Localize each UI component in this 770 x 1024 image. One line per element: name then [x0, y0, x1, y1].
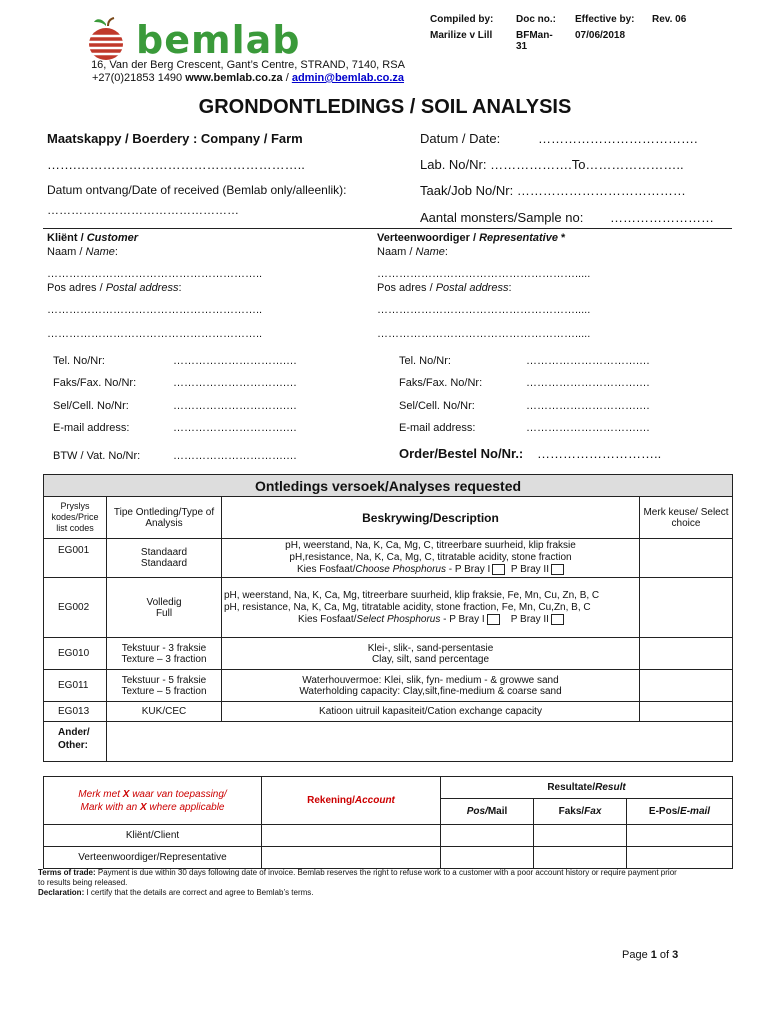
analysis-heading: Ontledings versoek/Analyses requested [44, 475, 733, 497]
mail-header [441, 799, 534, 825]
col-type-header: Tipe Ontleding/Type of Analysis [107, 497, 222, 539]
effective-label: Effective by: [575, 14, 635, 25]
lab-number-field[interactable]: Lab. No/Nr: ……………….To………………….. [420, 157, 684, 172]
rep-name-label: Naam / [377, 246, 416, 258]
mail-label: Pos/ [466, 806, 488, 817]
result-label: Resultate/ [547, 782, 596, 793]
terms-label: Terms of trade: [38, 868, 96, 877]
date-label: Datum / Date: [420, 131, 501, 146]
terms [38, 868, 678, 898]
mark-en-a: Mark with an [80, 801, 140, 813]
client-heading-en: Customer [86, 232, 139, 244]
account-header [262, 777, 441, 825]
client-tel-label: Tel. No/Nr: [53, 355, 105, 367]
row-code: EG002 [44, 578, 107, 638]
phosphorus-label: Kies Fosfaat/ [298, 613, 357, 625]
client-postal-field-2[interactable]: ………………………………………………….. [47, 328, 263, 340]
compiled-label: Compiled by: [430, 14, 494, 25]
row-type: KUK/CEC [107, 702, 222, 722]
rep-tel-field[interactable]: ………………………….… [526, 355, 651, 367]
rep-mail-cell[interactable] [441, 847, 534, 869]
client-postal-field-1[interactable]: ………………………………………………….. [47, 304, 263, 316]
row-desc-af: pH, weerstand, Na, K, Ca, Mg, titreerbare suurheid, klip fraksie, Fe, Mn, Cu, Zn, B, C [224, 589, 600, 601]
email-label: E-Pos/ [648, 806, 681, 817]
rep-email-label: E-mail address: [399, 422, 476, 434]
col-desc-header: Beskrywing/Description [222, 497, 640, 539]
row-desc-en: Clay, silt, sand percentage [371, 653, 490, 665]
phosphorus-label: Kies Fosfaat/ [297, 564, 356, 576]
terms-text: Payment is due within 30 days following date of invoice. Bemlab reserves the right to refuse work to a customer with a poor account history or require payment prior to results being released. [38, 868, 677, 887]
declaration-label: Declaration: [38, 888, 85, 897]
table-row [44, 638, 733, 670]
row-desc-af: Katioon uitruil kapasiteit/Cation exchange capacity [222, 702, 640, 722]
client-tel-field[interactable]: ………………………….… [173, 355, 298, 367]
table-row [44, 578, 733, 638]
table-row [44, 670, 733, 702]
client-vat-field[interactable]: ………………………….… [173, 450, 298, 462]
row-code: EG013 [44, 702, 107, 722]
mark-x-af: X [122, 788, 130, 800]
mark-instruction [44, 777, 262, 825]
compiled-value: Marilize v Lill [430, 30, 493, 41]
rep-account-cell[interactable] [262, 847, 441, 869]
col-select-header: Merk keuse/ Select choice [640, 497, 733, 539]
sample-field[interactable]: …………………… [610, 210, 714, 225]
bray1-label: - P Bray I [445, 564, 491, 576]
sample-label: Aantal monsters/Sample no: [420, 210, 584, 225]
phosphorus-label-en: Select Phosphorus [356, 613, 441, 625]
order-label: Order/Bestel No/Nr.: [399, 446, 524, 461]
mark-x-en: X [139, 801, 147, 813]
page-of: of [656, 949, 673, 961]
row-type-en: Texture – 5 fraction [121, 685, 207, 697]
table-row [44, 825, 733, 847]
page-total: 3 [672, 949, 679, 961]
rep-email-field[interactable]: ………………………….… [526, 422, 651, 434]
rep-name-field[interactable]: ………………………………………………..... [377, 268, 591, 280]
rep-fax-label: Faks/Fax. No/Nr: [399, 377, 483, 389]
separator: / [285, 72, 289, 84]
bray2-label: P Bray II [510, 613, 549, 625]
company-address [68, 59, 428, 85]
company-field[interactable]: …….…………………………………………….. [47, 157, 305, 172]
logo [84, 16, 349, 62]
client-cell-field[interactable]: ………………………….… [173, 400, 298, 412]
client-name-colon: : [114, 246, 118, 258]
mark-af-b: waar van toepassing/ [129, 788, 227, 800]
client-fax-cell[interactable] [534, 825, 627, 847]
table-row [44, 702, 733, 722]
client-cell-label: Sel/Cell. No/Nr: [53, 400, 129, 412]
rep-fax-cell[interactable] [534, 847, 627, 869]
row-type-en: Texture – 3 fraction [121, 653, 207, 665]
doc-label: Doc no.: [516, 14, 556, 25]
mail-label-en: Mail [487, 806, 508, 817]
client-heading: Kliënt / [47, 232, 87, 244]
email-label-en: E-mail [680, 806, 711, 817]
page-number [622, 949, 678, 961]
rep-postal-colon: : [508, 282, 512, 294]
page-current: 1 [650, 949, 657, 961]
effective-value: 07/06/2018 [575, 30, 626, 41]
result-header [441, 777, 733, 799]
brand-wordmark: bemlab [136, 18, 301, 62]
client-name-label: Naam / [47, 246, 86, 258]
order-field[interactable]: ……………………….. [537, 446, 662, 461]
doc-value: BFMan-31 [516, 30, 553, 52]
revision: Rev. 06 [652, 14, 687, 25]
other-label: Ander/ Other: [44, 722, 107, 762]
table-row [44, 722, 733, 762]
rep-row-label: Verteenwoordiger/Representative [44, 847, 262, 869]
date-field[interactable]: ………………………………. [538, 131, 698, 146]
col-code-header: Pryslys kodes/Price list codes [44, 497, 107, 539]
row-desc-af: pH, weerstand, Na, K, Ca, Mg, C, titreerbare suurheid, klip fraksie [285, 540, 576, 551]
results-table [43, 776, 733, 869]
rep-name-label-en: Name [415, 246, 445, 258]
mark-en-b: where applicable [146, 801, 225, 813]
apple-logo-icon [84, 16, 132, 62]
client-postal-colon: : [178, 282, 182, 294]
bray2-label: P Bray II [510, 564, 549, 576]
result-label-en: Result [595, 782, 626, 793]
account-label-en: Account [354, 795, 395, 806]
client-mail-cell[interactable] [441, 825, 534, 847]
rep-postal-field-2[interactable]: ………………………………………………..... [377, 328, 591, 340]
mark-af-a: Merk met [78, 788, 123, 800]
row-type: Tekstuur - 3 fraksie [121, 642, 207, 654]
row-type-en: Full [155, 607, 173, 619]
bray2-checkbox[interactable] [551, 614, 564, 625]
rep-tel-label: Tel. No/Nr: [399, 355, 451, 367]
client-fax-label: Faks/Fax. No/Nr: [53, 377, 137, 389]
website-link[interactable]: www.bemlab.co.za [185, 72, 283, 84]
fax-label: Faks/ [558, 806, 585, 817]
phosphorus-label-en: Choose Phosphorus [355, 564, 446, 576]
email-header [627, 799, 733, 825]
rep-heading: Verteenwoordiger / [377, 232, 480, 244]
select-cell[interactable] [640, 539, 733, 578]
rep-email-cell[interactable] [627, 847, 733, 869]
rep-section [377, 231, 717, 341]
client-postal-label-en: Postal address [105, 282, 179, 294]
bray1-label: - P Bray I [440, 613, 485, 625]
bray1-checkbox[interactable] [487, 614, 500, 625]
account-label: Rekening/ [307, 795, 355, 806]
client-fax-field[interactable]: ………………………….… [173, 377, 298, 389]
row-code: EG001 [44, 539, 107, 578]
fax-label-en: Fax [584, 806, 602, 817]
phone-number: +27(0)21853 1490 [91, 72, 183, 84]
job-number-field[interactable]: Taak/Job No/Nr: ………………………………… [420, 183, 686, 198]
declaration-text: I certify that the details are correct and agree to Bemlab’s terms. [84, 888, 314, 897]
company-label: Maatskappy / Boerdery : Company / Farm [47, 131, 303, 146]
bray2-checkbox[interactable] [551, 564, 564, 575]
client-section [47, 231, 367, 341]
row-type: Standaard [140, 547, 188, 559]
received-label: Datum ontvang/Date of received (Bemlab only/alleenlik): [47, 183, 347, 197]
table-row [44, 539, 733, 578]
row-type-en: Standaard [140, 558, 188, 570]
table-row [44, 847, 733, 869]
select-cell[interactable] [640, 638, 733, 670]
fax-header [534, 799, 627, 825]
rep-name-colon: : [444, 246, 448, 258]
rep-postal-label: Pos adres / [377, 282, 436, 294]
client-account-cell[interactable] [262, 825, 441, 847]
select-cell[interactable] [640, 578, 733, 638]
rep-postal-label-en: Postal address [435, 282, 509, 294]
select-cell[interactable] [640, 702, 733, 722]
other-field[interactable] [107, 722, 733, 762]
client-row-label: Kliënt/Client [44, 825, 262, 847]
client-email-field[interactable]: ………………………….… [173, 422, 298, 434]
page-label: Page [622, 949, 651, 961]
row-type: Volledig [146, 596, 182, 608]
select-cell[interactable] [640, 670, 733, 702]
rep-cell-label: Sel/Cell. No/Nr: [399, 400, 475, 412]
email-link[interactable]: admin@bemlab.co.za [291, 72, 405, 84]
client-name-label-en: Name [85, 246, 115, 258]
rep-heading-star: * [557, 232, 566, 244]
row-desc-en: Waterholding capacity: Clay,silt,fine-medium & coarse sand [299, 685, 562, 697]
client-name-field[interactable]: ………………………………………………….. [47, 268, 263, 280]
rep-fax-field[interactable]: ………………………….… [526, 377, 651, 389]
row-code: EG010 [44, 638, 107, 670]
received-field[interactable]: ………………………………………… [47, 203, 239, 217]
page-title: GRONDONTLEDINGS / SOIL ANALYSIS [198, 96, 572, 118]
bray1-checkbox[interactable] [492, 564, 505, 575]
row-desc-en: pH,resistance, Na, K, Ca, Mg, C, titratable acidity, stone fraction [289, 552, 572, 563]
rep-cell-field[interactable]: ………………………….… [526, 400, 651, 412]
client-email-label: E-mail address: [53, 422, 130, 434]
analysis-table [43, 474, 733, 762]
client-email-cell[interactable] [627, 825, 733, 847]
row-code: EG011 [44, 670, 107, 702]
client-vat-label: BTW / Vat. No/Nr: [53, 450, 141, 462]
rep-postal-field-1[interactable]: ………………………………………………..... [377, 304, 591, 316]
row-desc-af: Waterhouvermoe: Klei, slik, fyn- medium - & growwe sand [302, 674, 559, 686]
address-line: 16, Van der Berg Crescent, Gant’s Centre, STRAND, 7140, RSA [91, 59, 405, 71]
rep-heading-en: Representative [479, 232, 558, 244]
row-desc-af: Klei-, slik-, sand-persentasie [367, 642, 494, 654]
row-desc-en: pH, resistance, Na, K, Ca, Mg, titratable acidity, stone fraction, Fe, Mn, Cu,Zn, B, C [224, 601, 591, 613]
row-type: Tekstuur - 5 fraksie [121, 674, 207, 686]
client-postal-label: Pos adres / [47, 282, 106, 294]
